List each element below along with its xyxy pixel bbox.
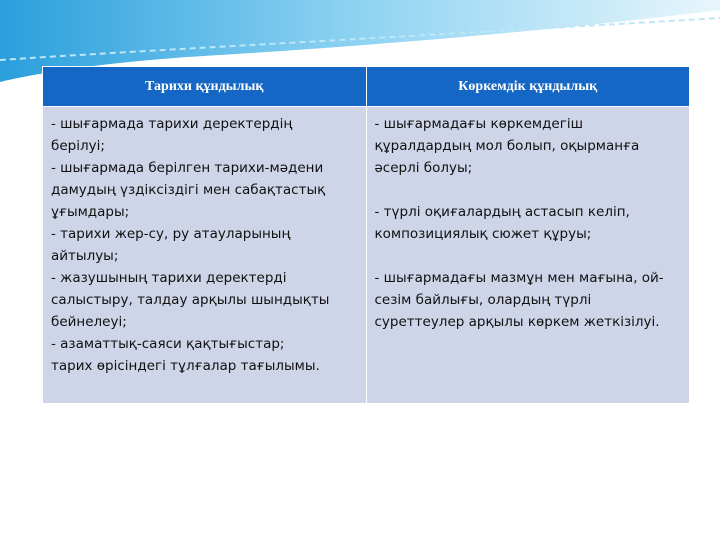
cell-text-line: - шығармадағы мазмұн мен мағына, ой-	[374, 270, 664, 286]
cell-historical-value	[43, 107, 367, 404]
cell-text-line: - азаматтық-саяси қақтығыстар;	[51, 336, 285, 352]
values-comparison-table	[42, 66, 690, 404]
cell-text-line: дамудың үздіксіздігі мен сабақтастық	[51, 182, 326, 198]
cell-text-line: сезім байлығы, олардың түрлі	[374, 292, 592, 308]
cell-text-line: салыстыру, талдау арқылы шындықты	[51, 292, 330, 308]
cell-text-line: - тарихи жер-су, ру атауларының	[51, 226, 291, 242]
cell-text-line: - түрлі оқиғалардың астасып келіп,	[374, 204, 630, 220]
cell-text-line: - шығармадағы көркемдегіш	[374, 116, 583, 132]
header-artistic-value: Көркемдік құндылық	[366, 67, 690, 107]
cell-text-line: құралдардың мол болып, оқырманға	[374, 138, 640, 154]
cell-text-line: берілуі;	[51, 138, 105, 154]
cell-text-line	[375, 245, 682, 267]
cell-text-line: бейнелеуі;	[51, 314, 127, 330]
cell-text-line: - шығармада берілген тарихи-мәдени	[51, 160, 324, 176]
cell-text-line: композициялық сюжет құруы;	[374, 226, 592, 242]
cell-text-line: әсерлі болуы;	[374, 160, 473, 176]
cell-text-line: тарих өрісіндегі тұлғалар тағылымы.	[51, 358, 320, 374]
cell-text-line: - шығармада тарихи деректердің	[51, 116, 293, 132]
cell-text-line: суреттеулер арқылы көркем жеткізілуі.	[374, 314, 660, 330]
cell-text-line: ұғымдары;	[51, 204, 130, 220]
cell-text-line	[375, 179, 682, 201]
cell-text-line: - жазушының тарихи деректерді	[51, 270, 287, 286]
cell-text-line: айтылуы;	[51, 248, 119, 264]
header-historical-value: Тарихи құндылық	[43, 67, 367, 107]
cell-artistic-value	[366, 107, 690, 404]
